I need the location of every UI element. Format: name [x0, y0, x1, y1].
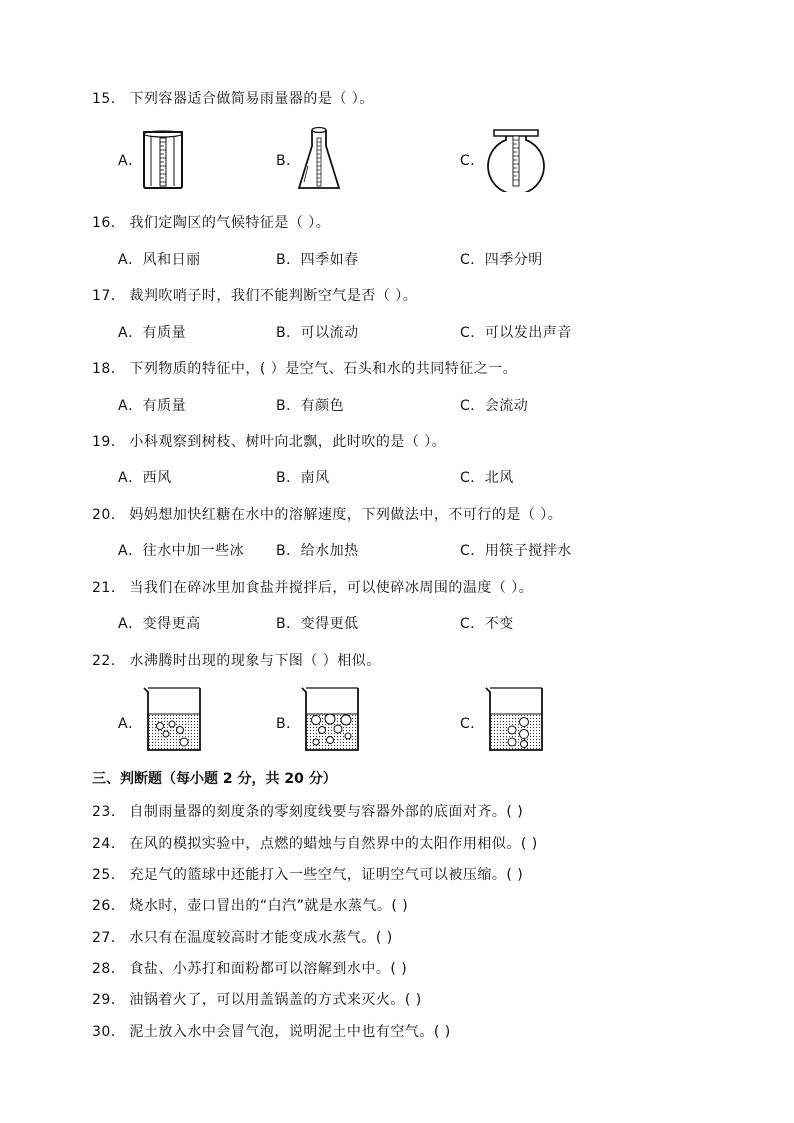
question-number: 22．	[92, 653, 126, 669]
question-text[interactable]: 食盐、小苏打和面粉都可以溶解到水中。( )	[129, 961, 408, 977]
question-text: 妈妈想加快红糖在水中的溶解速度，下列做法中，不可行的是（ ）。	[129, 507, 563, 523]
beaker-a-figure	[142, 684, 206, 754]
question-text: 当我们在碎冰里加食盐并搅拌后，可以使碎冰周围的温度（ ）。	[129, 580, 534, 596]
question-text[interactable]: 油锅着火了，可以用盖锅盖的方式来灭火。( )	[129, 992, 422, 1008]
question-number: 26．	[92, 898, 126, 914]
question-text: 下列容器适合做简易雨量器的是（ ）。	[129, 91, 374, 107]
option-c[interactable]: C．	[460, 153, 485, 169]
question-27	[92, 927, 393, 947]
option-a[interactable]: A．变得更高	[118, 616, 201, 632]
question-number: 16．	[92, 215, 126, 231]
question-text[interactable]: 自制雨量器的刻度条的零刻度线要与容器外部的底面对齐。( )	[129, 804, 524, 820]
question-number: 15．	[92, 91, 126, 107]
question-text: 水沸腾时出现的现象与下图（ ）相似。	[129, 653, 381, 669]
option-a[interactable]: A．	[118, 716, 143, 732]
option-b[interactable]: B．可以流动	[276, 325, 359, 341]
option-c[interactable]: C．会流动	[460, 398, 529, 414]
conical-flask-figure	[296, 126, 342, 192]
option-c[interactable]: C．不变	[460, 616, 514, 632]
question-20	[92, 504, 562, 524]
option-b[interactable]: B．有颜色	[276, 398, 345, 414]
option-b[interactable]: B．	[276, 716, 301, 732]
question-text[interactable]: 在风的模拟实验中，点燃的蜡烛与自然界中的太阳作用相似。( )	[129, 836, 538, 852]
option-b[interactable]: B．	[276, 153, 301, 169]
cylinder-container-figure	[140, 128, 186, 190]
option-a[interactable]: A．西风	[118, 470, 172, 486]
question-19	[92, 431, 446, 451]
option-c[interactable]: C．用筷子搅拌水	[460, 543, 572, 559]
beaker-c-figure	[484, 684, 548, 754]
question-text: 小科观察到树枝、树叶向北飘，此时吹的是（ ）。	[129, 434, 447, 450]
question-17	[92, 285, 417, 305]
question-text: 裁判吹哨子时，我们不能判断空气是否（ ）。	[129, 288, 418, 304]
option-a[interactable]: A．	[118, 153, 143, 169]
option-a[interactable]: A．往水中加一些冰	[118, 543, 245, 559]
question-text[interactable]: 充足气的篮球中还能打入一些空气，证明空气可以被压缩。( )	[129, 867, 524, 883]
question-number: 20．	[92, 507, 126, 523]
question-number: 28．	[92, 961, 126, 977]
option-a[interactable]: A．有质量	[118, 325, 187, 341]
question-25	[92, 864, 523, 884]
question-number: 21．	[92, 580, 126, 596]
question-number: 27．	[92, 930, 126, 946]
question-text[interactable]: 烧水时，壶口冒出的“白汽”就是水蒸气。( )	[129, 898, 409, 914]
question-text: 我们定陶区的气候特征是（ ）。	[129, 215, 331, 231]
section-title-judgment: 三、判断题（每小题 2 分，共 20 分）	[92, 771, 337, 787]
question-16	[92, 212, 330, 232]
question-text: 下列物质的特征中，( ）是空气、石头和水的共同特征之一。	[129, 361, 518, 377]
question-23	[92, 801, 523, 821]
question-number: 17．	[92, 288, 126, 304]
option-c[interactable]: C．可以发出声音	[460, 325, 572, 341]
question-29	[92, 989, 422, 1009]
option-b[interactable]: B．给水加热	[276, 543, 359, 559]
question-number: 18．	[92, 361, 126, 377]
option-a[interactable]: A．风和日丽	[118, 252, 201, 268]
option-b[interactable]: B．变得更低	[276, 616, 359, 632]
question-15	[92, 88, 374, 108]
option-c[interactable]: C．四季分明	[460, 252, 543, 268]
option-a[interactable]: A．有质量	[118, 398, 187, 414]
question-number: 29．	[92, 992, 126, 1008]
question-text[interactable]: 水只有在温度较高时才能变成水蒸气。( )	[129, 930, 393, 946]
option-c[interactable]: C．	[460, 716, 485, 732]
question-24	[92, 833, 538, 853]
question-28	[92, 958, 407, 978]
question-number: 24．	[92, 836, 126, 852]
round-flask-figure	[484, 126, 548, 192]
question-21	[92, 577, 533, 597]
question-number: 25．	[92, 867, 126, 883]
question-26	[92, 895, 408, 915]
question-number: 19．	[92, 434, 126, 450]
question-number: 23．	[92, 804, 126, 820]
question-18	[92, 358, 517, 378]
option-c[interactable]: C．北风	[460, 470, 514, 486]
option-b[interactable]: B．南风	[276, 470, 330, 486]
question-text[interactable]: 泥土放入水中会冒气泡，说明泥土中也有空气。( )	[129, 1024, 451, 1040]
question-22	[92, 650, 381, 670]
question-number: 30．	[92, 1024, 126, 1040]
beaker-b-figure	[300, 684, 364, 754]
option-b[interactable]: B．四季如春	[276, 252, 359, 268]
question-30	[92, 1021, 451, 1041]
